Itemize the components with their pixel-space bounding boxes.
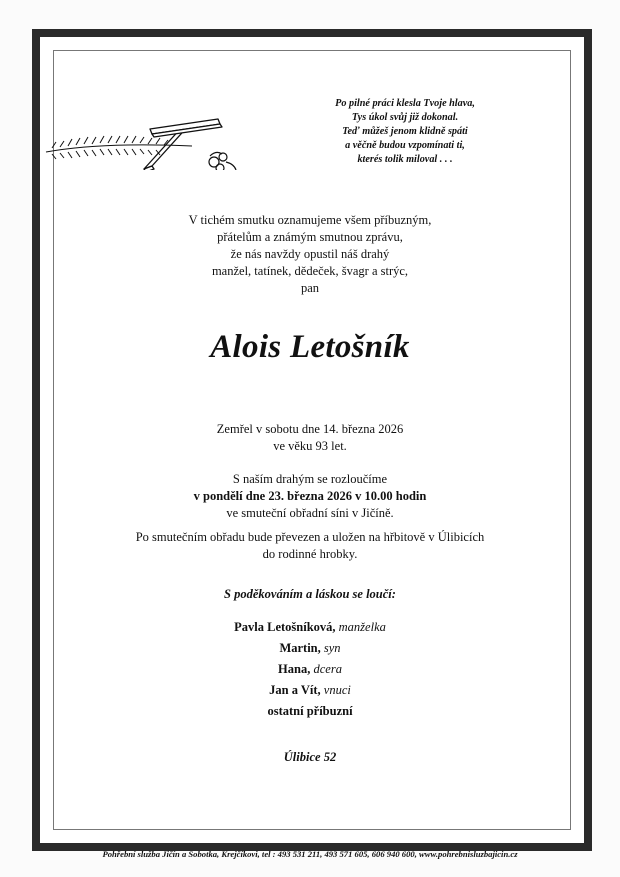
intro-line: přátelům a známým smutnou zprávu, [217, 230, 403, 244]
cross-with-palm-icon [42, 90, 242, 170]
announcement-intro [0, 212, 620, 297]
mourner-name: Jan a Vít, [269, 683, 321, 697]
intro-line: manžel, tatínek, dědeček, švagr a strýc, [211, 264, 409, 278]
funeral-place: ve smuteční obřadní síni v Jičíně. [226, 506, 394, 520]
mourner [0, 701, 620, 722]
poem-line: Teď můžeš jenom klidně spáti [342, 126, 468, 137]
deceased-name: Alois Letošník [210, 329, 410, 365]
mourners-list [0, 617, 620, 722]
intro-line: že nás navždy opustil náš drahý [230, 247, 390, 261]
intro-line: pan [300, 281, 320, 295]
mourner-relation: manželka [335, 620, 386, 634]
poem-line: Tys úkol svůj již dokonal. [351, 112, 459, 123]
poem-line: a věčně budou vzpomínati ti, [345, 140, 465, 151]
mourner [0, 659, 620, 680]
mourner-name: Martin, [279, 641, 321, 655]
funeral-line: S naším drahým se rozloučíme [232, 472, 388, 486]
mourner-relation: syn [320, 641, 341, 655]
poem [300, 97, 510, 167]
funeral-service-footer: Pohřební služba Jičín a Sobotka, Krejčíkovi, tel : 493 531 211, 493 571 605, 606 940 600, www.pohrebnisluzbajicin.cz [102, 849, 518, 859]
farewell-heading: S poděkováním a láskou se loučí: [224, 587, 396, 601]
funeral-info [0, 471, 620, 522]
death-info [0, 421, 620, 455]
burial-info [0, 529, 620, 563]
mourner [0, 680, 620, 701]
burial-line: Po smutečním obřadu bude převezen a uložen na hřbitově v Úlibicích [135, 530, 485, 544]
mourner-name: Pavla Letošníková, [234, 620, 336, 634]
mourner [0, 617, 620, 638]
home-address: Úlibice 52 [283, 750, 337, 764]
intro-line: V tichém smutku oznamujeme všem příbuzným, [188, 213, 432, 227]
mourner-relation: vnuci [320, 683, 351, 697]
mourner-name: ostatní příbuzní [267, 704, 353, 718]
mourner-relation: dcera [310, 662, 342, 676]
mourner-name: Hana, [278, 662, 311, 676]
death-date: Zemřel v sobotu dne 14. března 2026 [216, 422, 404, 436]
poem-line: kterés tolik miloval . . . [357, 154, 453, 165]
burial-line: do rodinné hrobky. [262, 547, 358, 561]
poem-line: Po pilné práci klesla Tvoje hlava, [335, 98, 475, 109]
death-age: ve věku 93 let. [273, 439, 347, 453]
mourner [0, 638, 620, 659]
funeral-datetime: v pondělí dne 23. března 2026 v 10.00 hodin [193, 489, 427, 503]
